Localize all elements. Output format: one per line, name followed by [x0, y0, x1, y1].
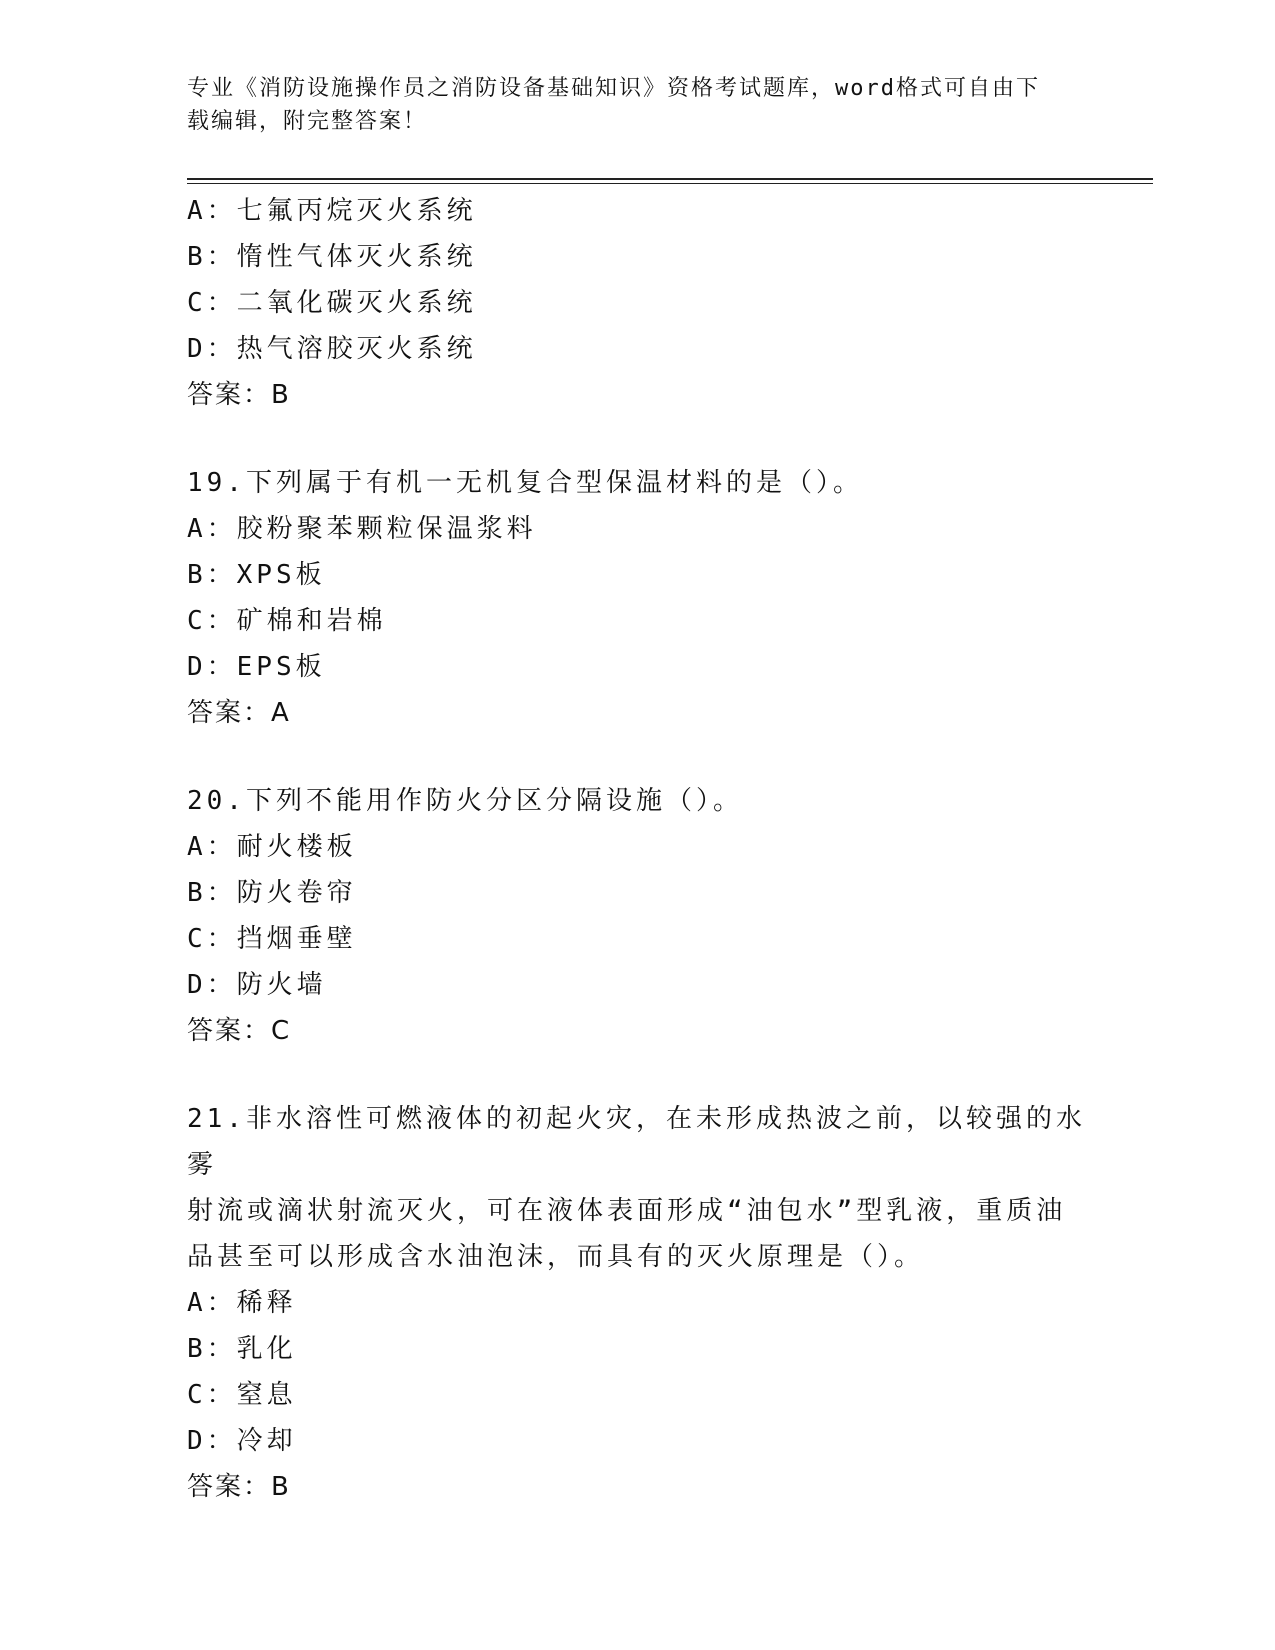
question-stem-line-3: 品甚至可以形成含水油泡沫，而具有的灭火原理是（）。 — [187, 1242, 925, 1272]
spacer — [187, 418, 1087, 460]
question-18-continued — [187, 188, 1087, 418]
question-stem-line-1: 21.非水溶性可燃液体的初起火灾，在未形成热波之前，以较强的水雾 — [187, 1104, 1086, 1180]
question-list — [187, 188, 1087, 1510]
spacer — [187, 736, 1087, 778]
question-stem: 20.下列不能用作防火分区分隔设施（）。 — [187, 786, 743, 816]
option-d: D：防火墙 — [187, 970, 327, 1000]
option-b: B：防火卷帘 — [187, 878, 357, 908]
answer-label: 答案：B — [187, 1472, 291, 1502]
option-c: C：二氧化碳灭火系统 — [187, 288, 477, 318]
header-line-2: 载编辑，附完整答案！ — [187, 109, 428, 134]
question-21 — [187, 1096, 1087, 1510]
question-stem-line-2: 射流或滴状射流灭火，可在液体表面形成“油包水”型乳液，重质油 — [187, 1196, 1067, 1226]
answer-label: 答案：B — [187, 380, 291, 410]
header-divider-thick — [187, 178, 1153, 180]
option-a: A：稀释 — [187, 1288, 297, 1318]
option-b: B：乳化 — [187, 1334, 297, 1364]
option-a: A：七氟丙烷灭火系统 — [187, 196, 477, 226]
question-stem: 19.下列属于有机一无机复合型保温材料的是（）。 — [187, 468, 863, 498]
option-d: D：EPS板 — [187, 652, 326, 682]
option-a: A：耐火楼板 — [187, 832, 357, 862]
spacer — [187, 1054, 1087, 1096]
question-19 — [187, 460, 1087, 736]
header-divider-thin — [187, 183, 1153, 184]
option-b: B：XPS板 — [187, 560, 326, 590]
option-b: B：惰性气体灭火系统 — [187, 242, 477, 272]
option-c: C：矿棉和岩棉 — [187, 606, 387, 636]
header-line-1: 专业《消防设施操作员之消防设备基础知识》资格考试题库，word格式可自由下 — [187, 76, 1040, 101]
answer-label: 答案：C — [187, 1016, 292, 1046]
option-a: A：胶粉聚苯颗粒保温浆料 — [187, 514, 537, 544]
option-d: D：冷却 — [187, 1426, 297, 1456]
option-c: C：窒息 — [187, 1380, 297, 1410]
answer-label: 答案：A — [187, 698, 291, 728]
option-c: C：挡烟垂壁 — [187, 924, 357, 954]
option-d: D：热气溶胶灭火系统 — [187, 334, 477, 364]
document-header — [187, 72, 1087, 138]
question-20 — [187, 778, 1087, 1054]
